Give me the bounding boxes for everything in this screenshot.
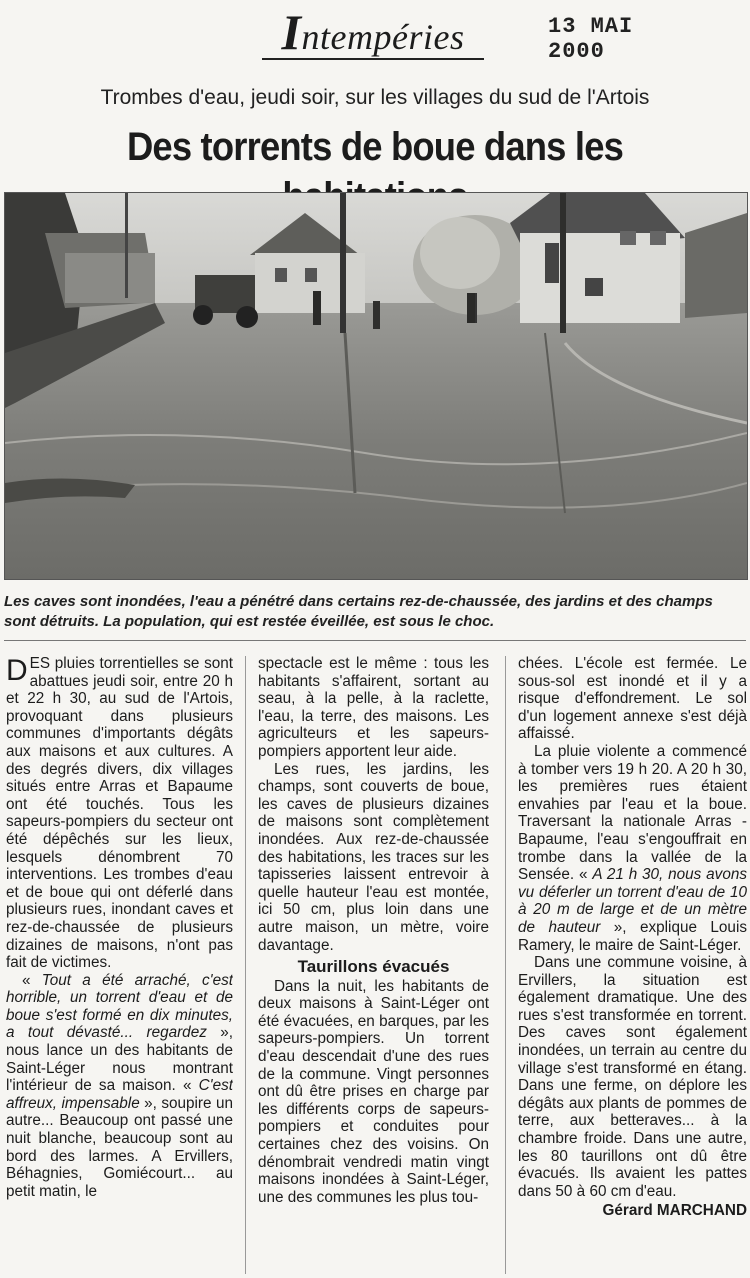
article-column-3 [518, 655, 747, 1275]
photo-caption: Les caves sont inondées, l'eau a pénétré dans certains rez-de-chaussée, des jardins et des champs sont détruits. La population, qui est restée éveillée, est sous le choc. [4, 593, 713, 630]
headline: Des torrents de boue dans les [126, 125, 624, 169]
article-column-1 [6, 655, 233, 1275]
rubric-initial: I [281, 4, 302, 60]
column-divider [505, 656, 506, 1274]
article-column-2 [258, 655, 489, 1275]
paragraph: spectacle est le même : tous les habitants s'affairent, sortant au seau, à la pelle, à la raclette, l'eau, la terre, des maisons. Les agriculteurs et les sapeurs-pompiers apportent leur aide. [258, 655, 489, 760]
paragraph: « Tout a été arraché, c'est horrible, un torrent d'eau et de boue s'est formé en dix minutes, a tout dévasté... regardez », nous lance un des habitants de Saint-Léger nous montrant l'intérieur de sa maison. « C'est affreux, impensable », soupire un autre... Beaucoup ont passé une nuit blanche, beaucoup sont au bord des larmes. A Ervillers, Béhagnies, Gomiécourt... au petit matin, le [6, 971, 233, 1200]
paragraph: Dans la nuit, les habitants de deux maisons à Saint-Léger ont été évacuées, en barques, par les sapeurs-pompiers. Un torrent d'eau descendait d'une des rues de la commune. Vingt personnes ont dû être prises en charge par les différents corps de sapeurs-pompiers et conduites pour certaines chez des voisins. On dénombrait vendredi matin vingt maisons inondées à Saint-Léger, une des communes les plus tou- [258, 977, 489, 1206]
rubric-text: ntempéries [301, 17, 465, 57]
drop-cap: D [6, 655, 28, 687]
paragraph: DES pluies torrentielles se sont abattues jeudi soir, entre 20 h et 22 h 30, au sud de l'Artois, provoquant dans plusieurs communes d'importants dégâts aux maisons et aux cultures. A des degrés divers, dix villages situés entre Arras et Bapaume ont été touchés. Tous les sapeurs-pompiers du secteur ont été dépêchés sur les lieux, lesquels dénombrent 70 interventions. Les trombes d'eau et de boue qui ont déferlé dans plusieurs rues, inondant caves et rez-de-chaussée de plusieurs dizaines de maisons, n'ont pas fait de victimes. [6, 655, 233, 972]
paragraph: Dans une commune voisine, à Ervillers, la situation est également dramatique. Une des rues s'est transformée en torrent. Des caves sont également inondées, un terrain au centre du village s'est transformé en étang. Dans une ferme, on déplore les dégâts aux plants de pommes de terre, aux betteraves... à la chambre froide. Dans une autre, les 80 taurillons ont dû être évacués. Ils avaient les pattes dans 50 à 60 cm d'eau. [518, 954, 747, 1200]
paragraph: Les rues, les jardins, les champs, sont couverts de boue, les caves de plusieurs dizaines de maisons sont complètement inondées. Aux rez-de-chaussée des habitations, les traces sur les tapisseries laissent entrevoir à quelle hauteur l'eau est montée, ici 50 cm, plus loin dans une autre maison, un mètre, voire davantage. [258, 760, 489, 954]
section-rubric [262, 6, 484, 60]
paragraph: chées. L'école est fermée. Le sous-sol est inondé et il y a risque d'effondrement. Le sol d'un logement annexe s'est déjà affaissé. [518, 655, 747, 743]
author-signature: Gérard MARCHAND [602, 1202, 747, 1220]
column-divider [245, 656, 246, 1274]
subheading: Taurillons évacués [297, 957, 450, 977]
publication-date: 13 MAI 2000 [548, 14, 634, 64]
flood-photo [4, 192, 748, 580]
paragraph: La pluie violente a commencé à tomber vers 19 h 20. A 20 h 30, les premières rues étaient envahies par l'eau et la boue. Traversant la nationale Arras - Bapaume, l'eau s'engouffrait en trombe dans la vallée de la Sensée. « A 21 h 30, nous avons vu déferler un torrent d'eau de 10 à 20 m de large et de un mètre de hauteur », explique Louis Ramery, le maire de Saint-Léger. [518, 742, 747, 954]
divider [4, 640, 746, 641]
kicker: Trombes d'eau, jeudi soir, sur les villages du sud de l'Artois [100, 86, 650, 109]
